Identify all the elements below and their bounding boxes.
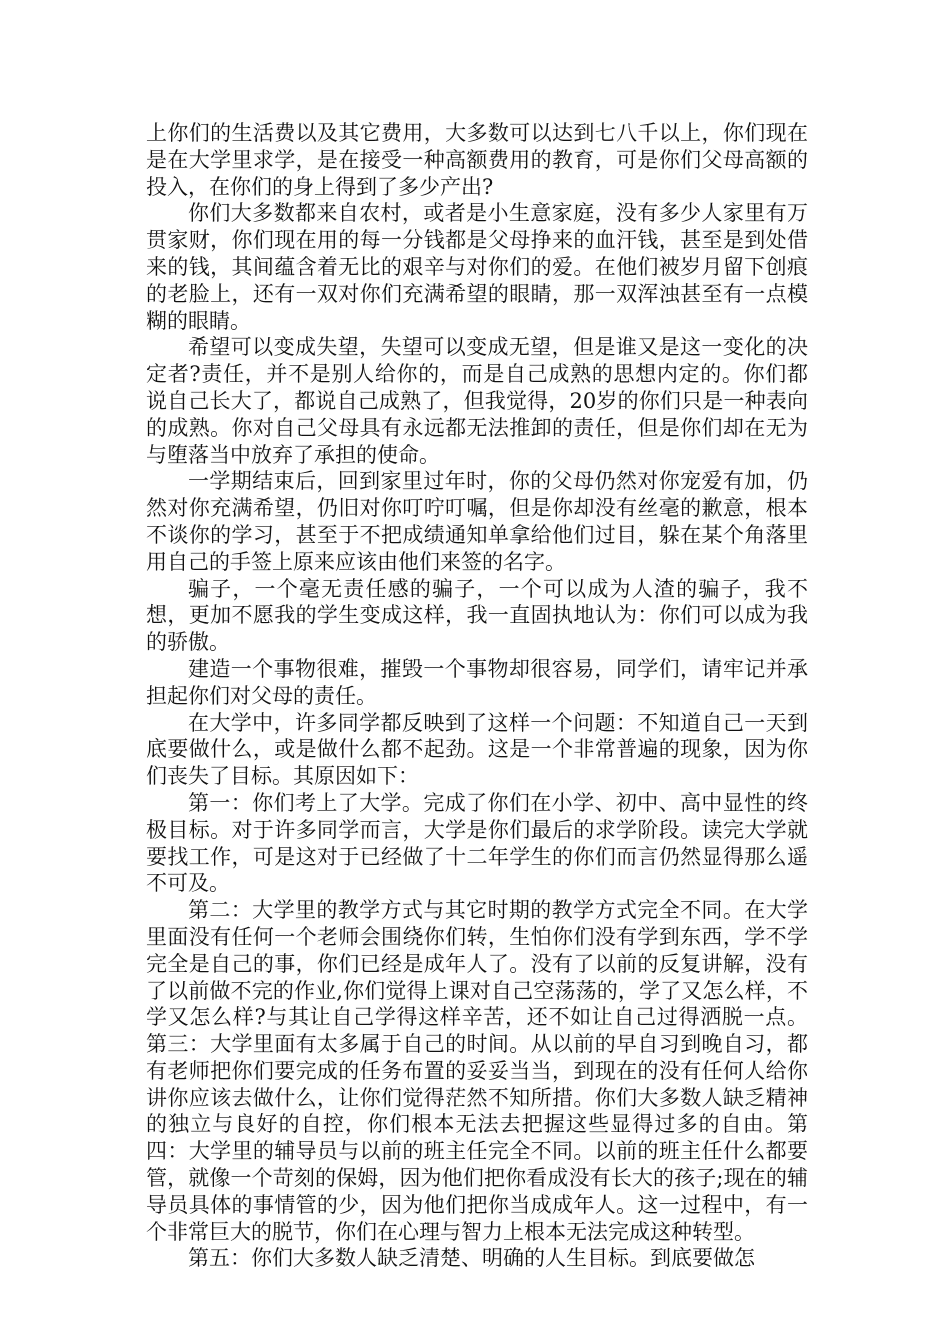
paragraph-reasons-two-to-four: 第二：大学里的教学方式与其它时期的教学方式完全不同。在大学里面没有任何一个老师会围绕你们转，生怕你们没有学到东西，学不学完全是自己的事，你们已经是成年人了。没有了以前的反复讲解，没有了以前做不完的作业,你们觉得上课对自己空荡荡的，学了又怎么样，不学又怎么样?与其让自己学得这样辛苦，还不如让自己过得洒脱一点。第三：大学里面有太多属于自己的时间。从以前的早自习到晚自习，都有老师把你们要完成的任务布置的妥妥当当，到现在的没有任何人给你讲你应该去做什么，让你们觉得茫然不知所措。你们大多数人缺乏精神的独立与良好的自控，你们根本无法去把握这些显得过多的自由。第四：大学里的辅导员与以前的班主任完全不同。以前的班主任什么都要管，就像一个苛刻的保姆，因为他们把你看成没有长大的孩子;现在的辅导员具体的事情管的少，因为他们把你当成成年人。这一过程中，有一个非常巨大的脱节，你们在心理与智力上根本无法完成这种转型。 <box>146 898 808 1244</box>
paragraph-parents-investment: 上你们的生活费以及其它费用，大多数可以达到七八千以上，你们现在是在大学里求学，是在接受一种高额费用的教育，可是你们父母高额的投入，在你们的身上得到了多少产出? <box>146 121 808 199</box>
paragraph-lost-goals: 在大学中，许多同学都反映到了这样一个问题：不知道自己一天到底要做什么，或是做什么都不起劲。这是一个非常普遍的现象，因为你们丧失了目标。其原因如下： <box>146 710 808 789</box>
paragraph-semester-end: 一学期结束后，回到家里过年时，你的父母仍然对你宠爱有加，仍然对你充满希望，仍旧对你叮咛叮嘱，但是你却没有丝毫的歉意，根本不谈你的学习，甚至于不把成绩通知单拿给他们过目，躲在某个角落里用自己的手签上原来应该由他们来签的名字。 <box>146 469 808 574</box>
document-body <box>146 120 808 1272</box>
paragraph-rural-families: 你们大多数都来自农村，或者是小生意家庭，没有多少人家里有万贯家财，你们现在用的每一分钱都是父母挣来的血汗钱，甚至是到处借来的钱，其间蕴含着无比的艰辛与对你们的爱。在他们被岁月留下创痕的老脸上，还有一双对你们充满希望的眼睛，那一双浑浊甚至有一点模糊的眼睛。 <box>146 201 808 333</box>
paragraph-reason-five: 第五：你们大多数人缺乏清楚、明确的人生目标。到底要做怎 <box>188 1246 755 1271</box>
paragraph-build-destroy: 建造一个事物很难，摧毁一个事物却很容易，同学们，请牢记并承担起你们对父母的责任。 <box>146 656 808 708</box>
paragraph-responsibility: 希望可以变成失望，失望可以变成无望，但是谁又是这一变化的决定者?责任，并不是别人给你的，而是自己成熟的思想内定的。你们都说自己长大了，都说自己成熟了，但我觉得，20岁的你们只是一种表向的成熟。你对自己父母具有永远都无法推卸的责任，但是你们却在无为与堕落当中放弃了承担的使命。 <box>146 335 808 467</box>
paragraph-liar: 骗子，一个毫无责任感的骗子，一个可以成为人渣的骗子，我不想，更加不愿我的学生变成这样，我一直固执地认为：你们可以成为我的骄傲。 <box>146 576 808 655</box>
paragraph-reason-one: 第一：你们考上了大学。完成了你们在小学、初中、高中显性的终极目标。对于许多同学而言，大学是你们最后的求学阶段。读完大学就要找工作，可是这对于已经做了十二年学生的你们而言仍然显得那么遥不可及。 <box>146 790 808 896</box>
